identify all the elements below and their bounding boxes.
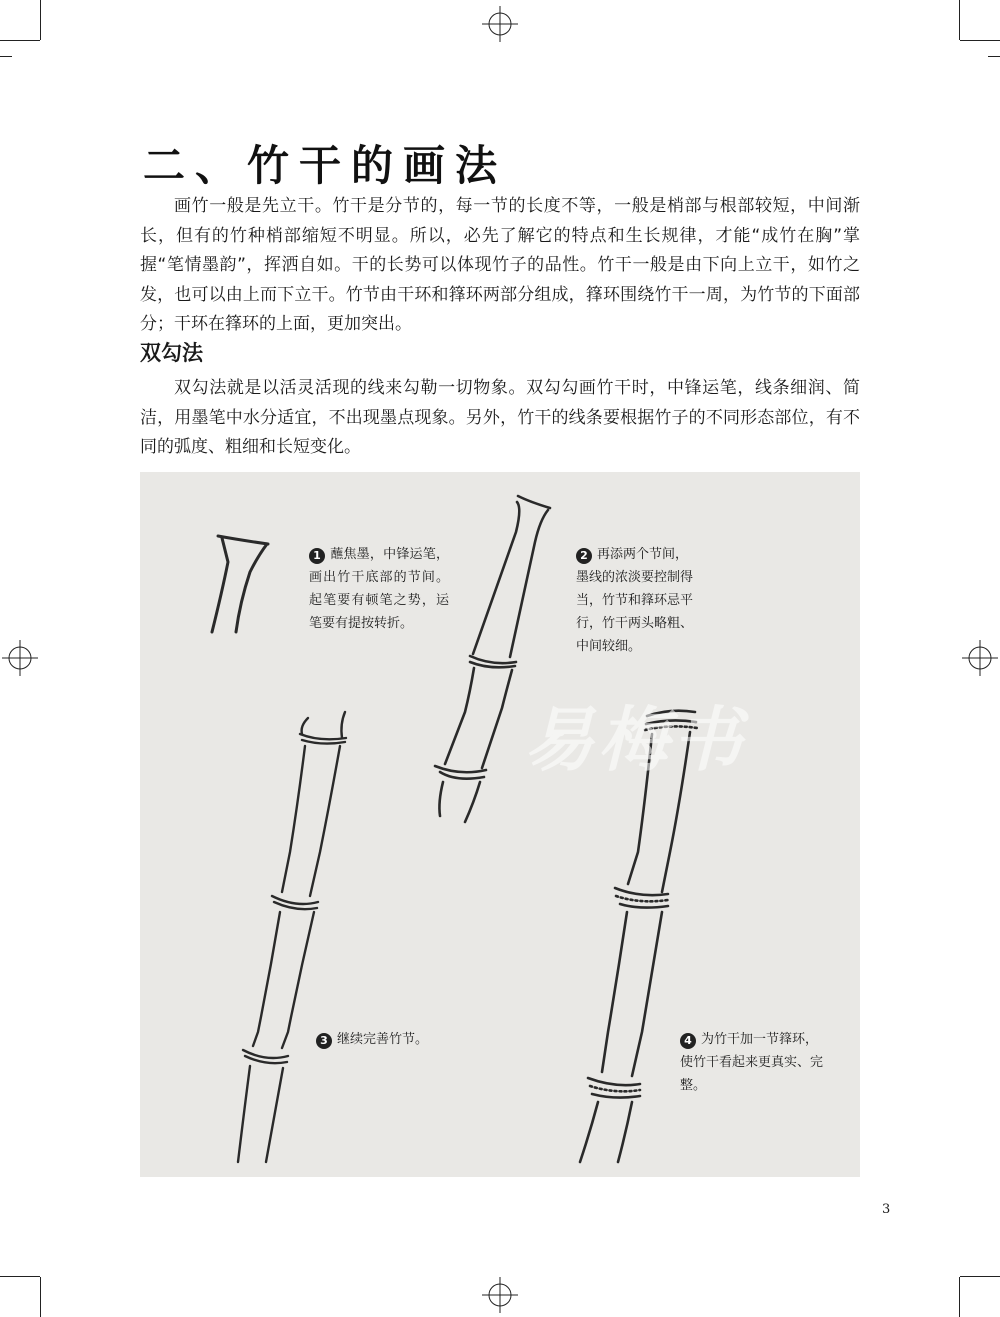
crop-mark — [0, 1276, 40, 1277]
step-text: 蘸焦墨，中锋运笔，画出竹干底部的节间。起笔要有顿笔之势，运笔要有提按转折。 — [309, 547, 449, 631]
step-number-badge: 3 — [316, 1033, 332, 1049]
registration-mark-right — [962, 640, 998, 676]
step-text: 再添两个节间，墨线的浓淡要控制得当，竹节和箨环忌平行，竹干两头略粗、中间较细。 — [576, 547, 694, 654]
step-number-badge: 1 — [309, 548, 325, 564]
bamboo-step-3 — [238, 712, 346, 1162]
crop-mark — [0, 56, 12, 57]
step-4-caption — [680, 1028, 830, 1097]
step-1-caption — [309, 543, 449, 635]
registration-mark-left — [2, 640, 38, 676]
crop-mark — [959, 1277, 960, 1317]
step-text: 为竹干加一节箨环，使竹干看起来更真实、完整。 — [680, 1032, 824, 1093]
crop-mark — [40, 0, 41, 40]
bamboo-illustration-panel — [140, 472, 860, 1177]
intro-paragraph: 画竹一般是先立干。竹干是分节的，每一节的长度不等，一般是梢部与根部较短，中间渐长，但有的竹种梢部缩短不明显。所以，必先了解它的特点和生长规律，才能“成竹在胸”掌握“笔情墨韵”，挥洒自如。干的长势可以体现竹子的品性。竹干一般是由下向上立干，如竹之发，也可以由上而下立干。竹节由干环和箨环两部分组成，箨环围绕竹干一周，为竹节的下面部分；干环在箨环的上面，更加突出。 — [140, 196, 860, 334]
registration-mark-top — [482, 6, 518, 42]
watermark: 易梅书 — [524, 699, 746, 781]
step-2-caption — [576, 543, 696, 658]
crop-mark — [960, 40, 1000, 41]
page-number: 3 — [882, 1202, 891, 1217]
step-text: 继续完善竹节。 — [337, 1032, 429, 1047]
crop-mark — [0, 40, 40, 41]
crop-mark — [40, 1277, 41, 1317]
crop-mark — [959, 0, 960, 40]
section-title: 双勾法 — [140, 341, 203, 365]
crop-mark — [988, 56, 1000, 57]
step-3-caption — [316, 1028, 456, 1051]
page-title: 二、竹干的画法 — [143, 141, 508, 190]
step-number-badge: 2 — [576, 548, 592, 564]
step-number-badge: 4 — [680, 1033, 696, 1049]
crop-mark — [960, 1276, 1000, 1277]
registration-mark-bottom — [482, 1277, 518, 1313]
section-paragraph: 双勾法就是以活灵活现的线来勾勒一切物象。双勾勾画竹干时，中锋运笔，线条细润、简洁，用墨笔中水分适宜，不出现墨点现象。另外，竹干的线条要根据竹子的不同形态部位，有不同的弧度、粗细和长短变化。 — [140, 378, 860, 457]
bamboo-step-1 — [212, 536, 268, 632]
